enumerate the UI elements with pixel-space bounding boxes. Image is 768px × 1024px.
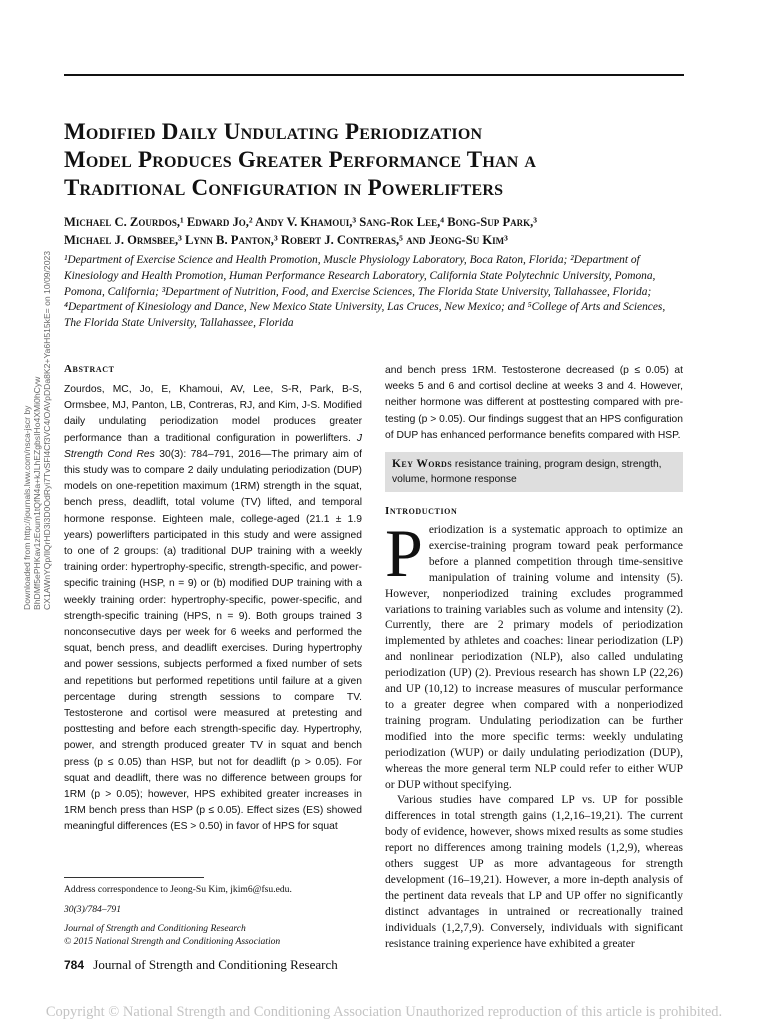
intro-paragraph-1-text: eriodization is a systematic approach to optimize an exercise-training program toward peak performance before a planned competition through time-sensitive manipulation of training volume and intensity (5). However, nonperiodized training excludes programmed variations to training variables such as volume and intensity (2). Currently, there are 2 primary models of periodization implemented by athletes and coaches: linear periodization (LP) and nonlinear periodization (NLP), also called undulating periodization (UP) (2). Previous research has shown LP (22,26) and UP (10,12) to increase measures of muscular performance to a greater degree when compared with a nonperiodized training program. Undulating periodization can be further modified into the more specific terms: weekly undulating periodization (WUP) or daily undulating periodization (DUP), whereas the more general term NLP could refer to either WUP or DUP without specifying. [385, 524, 683, 791]
footnote-rule [64, 877, 204, 878]
author-list [64, 213, 694, 249]
top-rule [64, 74, 684, 76]
key-words-text: resistance training, program design, strength, volume, hormone response [392, 459, 662, 485]
title-line-3: Traditional Configuration in Powerlifters [64, 175, 504, 200]
copyright-watermark: Copyright © National Strength and Conditioning Association Unauthorized reproduction of this article is prohibited. [45, 1004, 723, 1020]
abstract-body [64, 382, 362, 836]
sidebar-line-1: Downloaded from http://journals.lww.com/nsca-jscr by BhDMf5ePHKav1zEoum1tQfN4a+kJLhEZgbsIHo4XMi0hCyw [22, 376, 42, 610]
article-title [64, 118, 694, 202]
download-sidebar [22, 170, 52, 610]
title-line-1: Modified Daily Undulating Periodization [64, 119, 483, 144]
address-footnote: Address correspondence to Jeong-Su Kim, jkim6@fsu.edu. [64, 884, 292, 895]
intro-paragraph-1 [385, 515, 683, 793]
abstract-text: 30(3): 784–791, 2016—The primary aim of this study was to compare 2 daily undulating periodization (DUP) models on one-repetition maximum (1RM) strength in the squat, bench press, deadlift, total volume (TV) lifted, and temporal hormone response. Eighteen male, college-aged (21.1 ± 1.9 years) powerlifters participated in this study and were assigned to one of 2 groups: (a) traditional DUP training with a weekly training order: hypertrophy-specific, strength-specific, and power-specific training (HSP, n = 9) or (b) modified DUP training with a weekly training order: hypertrophy-specific, power-specific, and strength-specific training (HPS, n = 9). Both groups trained 3 nonconsecutive days per week for 6 weeks and performed the squat, bench press, and deadlift exercises. During hypertrophy and power sessions, subjects performed a fixed number of sets and repetitions but performed repetitions until failure at a given percentage during strength sessions to compare TV. Testosterone and cortisol were measured at pretesting and posttesting and before each strength-specific day. Hypertrophy, power, and strength produced greater TV in squat and bench press (p ≤ 0.05) than HSP, but not for deadlift (p > 0.05). For squat and deadlift, there was no difference between groups for 1RM (p > 0.05); however, HPS exhibited greater increases in 1RM bench press than HSP (p ≤ 0.05). Effect sizes (ES) showed meaningful differences (ES > 0.50) in favor of HPS for squat [64, 448, 362, 833]
key-words-label: Key Words [392, 458, 453, 470]
footnotes [64, 884, 364, 948]
title-line-2: Model Produces Greater Performance Than a [64, 147, 537, 172]
copyright-footnote: © 2015 National Strength and Conditioning Association [64, 935, 281, 947]
drop-cap: P [385, 515, 423, 591]
page-footer [64, 956, 684, 974]
abstract-citation-journal: J Strength Cond Res [64, 432, 362, 460]
abstract-citation-authors: Zourdos, MC, Jo, E, Khamoui, AV, Lee, S-R, Park, B-S, Ormsbee, MJ, Panton, LB, Contreras, RJ, and Kim, J-S. Modified daily undulating periodization model produces greater performance than a traditional configuration in powerlifters. [64, 384, 362, 444]
journal-footnote: Journal of Strength and Conditioning Research [64, 923, 246, 934]
authors-line-2: Michael J. Ormsbee,³ Lynn B. Panton,³ Robert J. Contreras,⁵ and Jeong-Su Kim³ [64, 233, 508, 247]
page-number: 784 [64, 958, 85, 972]
intro-paragraph-2: Various studies have compared LP vs. UP for possible differences in total strength gains (1,2,16–19,21). The current body of evidence, however, shows mixed results as some studies report no differences among training models (1,2,9), whereas others suggest UP as more advantageous for strength development (16–19,21). However, a more in-depth analysis of the pertinent data reveals that LP and UP offer no significantly distinct advantages in untrained or recreationally trained individuals (1,2,7,9). Conversely, individuals with significant resistance training experience have exhibited a greater [385, 794, 683, 950]
affiliations: ¹Department of Exercise Science and Health Promotion, Muscle Physiology Laboratory, Boca Raton, Florida; ²Department of Kinesiology and Health Promotion, Human Performance Research Laboratory, California State Polytechnic University, Pomona, Pomona, California; ³Department of Nutrition, Food, and Exercise Sciences, The Florida State University, Tallahassee, Florida; ⁴Department of Kinesiology and Dance, New Mexico State University, Las Cruces, New Mexico; and ⁵College of Arts and Sciences, The Florida State University, Tallahassee, Florida [64, 254, 666, 330]
sidebar-line-2: CX1AWnYQp/IlQrHD3i3D0OdRyi7TvSFl4Cf3VC4/OAVpDDa8K2+Ya6H515kE= on 10/09/2023 [42, 250, 52, 610]
footer-journal-name: Journal of Strength and Conditioning Research [93, 957, 338, 972]
abstract-continuation: and bench press 1RM. Testosterone decreased (p ≤ 0.05) at weeks 5 and 6 and cortisol decline at weeks 3 and 4. However, neither hormone was different at posttesting compared with pre-testing (p > 0.05). Our findings suggest that an HPS configuration of DUP has enhanced performance benefits compared with HSP. [385, 365, 683, 441]
introduction-heading: Introduction [385, 505, 458, 517]
key-words-box [385, 452, 683, 492]
volume-footnote: 30(3)/784–791 [64, 903, 122, 915]
authors-line-1: Michael C. Zourdos,¹ Edward Jo,² Andy V. Khamoui,³ Sang-Rok Lee,⁴ Bong-Sup Park,³ [64, 215, 538, 229]
abstract-heading: Abstract [64, 363, 115, 375]
introduction-body [385, 515, 683, 952]
